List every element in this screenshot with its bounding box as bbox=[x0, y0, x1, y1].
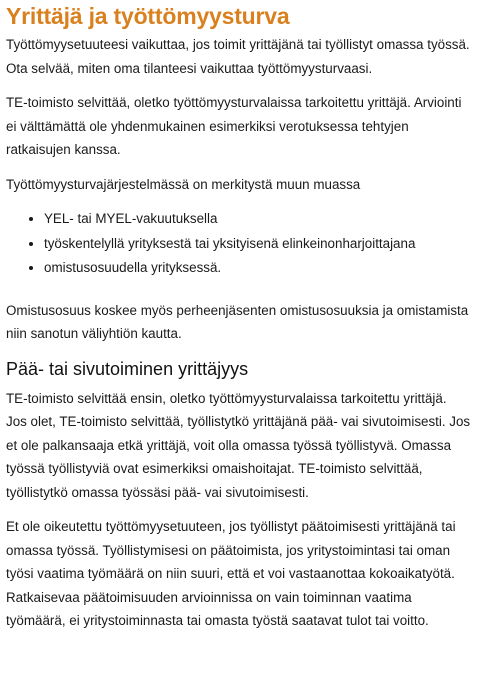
list-item: • omistusosuudella yrityksessä. bbox=[44, 256, 471, 281]
assessment-paragraph: TE-toimisto selvittää, oletko työttömyysturvalaissa tarkoitettu yrittäjä. Arviointi ei välttämättä ole yhdenmukainen esimerkiksi verotuksessa tehtyjen ratkaisujen kanssa. bbox=[6, 95, 462, 157]
ownership-paragraph: Omistusosuus koskee myös perheenjäsenten omistusosuuksia ja omistamista niin sanotun väliyhtiön kautta. bbox=[6, 302, 469, 341]
intro-paragraph: Työttömyysetuuteesi vaikuttaa, jos toimit yrittäjänä tai työllistyt omassa työssä. Ota selvää, miten oma tilanteesi vaikuttaa työttömyysturvaasi. bbox=[6, 37, 470, 76]
list-intro-paragraph: Työttömyysturvajärjestelmässä on merkitystä muun muassa bbox=[6, 176, 361, 192]
section-heading: Pää- tai sivutoiminen yrittäjyys bbox=[6, 358, 249, 379]
list-item: • YEL- tai MYEL-vakuutuksella bbox=[44, 207, 471, 232]
page-title: Yrittäjä ja työttömyysturva bbox=[6, 3, 290, 29]
factor-list bbox=[6, 207, 471, 281]
list-item: • työskentelyllä yrityksestä tai yksityisenä elinkeinonharjoittajana bbox=[44, 232, 471, 257]
entitlement-paragraph: Et ole oikeutettu työttömyysetuuteen, jos työllistyt päätoimisesti yrittäjänä tai omassa työssä. Työllistymisesi on päätoimista, jos yritystoimintasi tai oman työsi vaatima työmäärä on niin suuri, että et voi vastaanottaa kokoaikatyötä. Ratkaisevaa päätoimisuuden arvioinnissa on vain toiminnan vaatima työmäärä, ei yritystoiminnasta tai omasta työstä saatavat tulot tai voitto. bbox=[6, 519, 456, 628]
main-or-side-paragraph: TE-toimisto selvittää ensin, oletko työttömyysturvalaissa tarkoitettu yrittäjä. Jos olet, TE-toimisto selvittää, työllistytkö yrittäjänä pää- vai sivutoimisesti. Jos et ole palkansaaja etkä yrittäjä, voit olla omassa työssä työllistyvä. Omassa työssä työllistyviä ovat esimerkiksi omaishoitajat. TE-toimisto selvittää, työllistytkö omassa työssäsi pää- vai sivutoimisesti. bbox=[6, 390, 471, 500]
